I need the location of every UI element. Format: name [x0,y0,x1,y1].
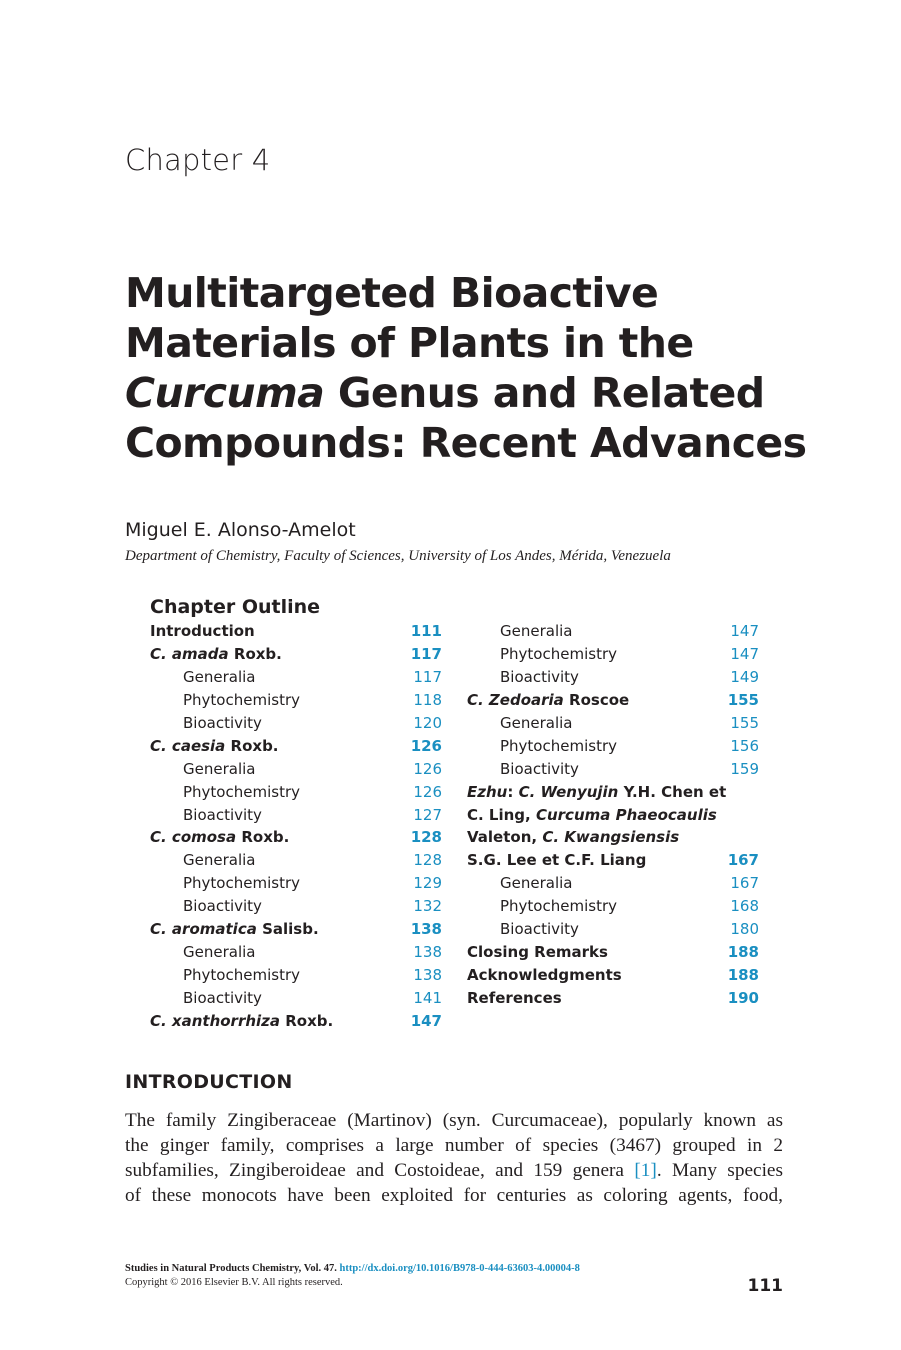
outline-page-link[interactable]: 159 [730,759,759,778]
outline-entry-label [183,941,255,964]
outline-page-link[interactable]: 126 [413,759,442,778]
outline-entry[interactable] [150,804,442,827]
outline-entry-label [467,804,717,827]
outline-page-link[interactable]: 188 [727,966,759,985]
outline-entry[interactable] [467,872,759,895]
outline-entry-italic: C. Kwangsiensis [542,828,680,847]
outline-entry[interactable] [467,735,759,758]
outline-entry-label [500,643,617,666]
outline-entry [467,826,759,849]
outline-entry-label [150,735,279,758]
outline-entry-text: Bioactivity [183,805,262,824]
outline-page-link[interactable]: 149 [730,667,759,686]
outline-entry-text: C. Ling, [467,805,536,824]
chapter-title [125,268,825,468]
outline-entry-text: Phytochemistry [183,966,300,985]
outline-entry-text: Generalia [500,874,573,893]
outline-entry-text: Roxb. [228,644,282,663]
page-number: 111 [747,1276,783,1296]
outline-entry[interactable] [150,712,442,735]
outline-entry[interactable] [467,758,759,781]
citation-link-1[interactable]: [1] [634,1160,657,1181]
outline-heading: Chapter Outline [150,596,321,618]
outline-entry[interactable] [467,895,759,918]
outline-entry-label [183,781,300,804]
author-affiliation: Department of Chemistry, Faculty of Sciences, University of Los Andes, Mérida, Venezuela [125,548,671,564]
outline-entry[interactable] [150,758,442,781]
outline-entry-label [150,620,255,643]
outline-entry-label [183,895,262,918]
outline-entry-text: : [507,782,519,801]
outline-page-link[interactable]: 126 [410,736,442,755]
outline-entry-label [467,689,629,712]
title-line-1: Multitargeted Bioactive [125,269,659,317]
footer-copyright: Copyright © 2016 Elsevier B.V. All rights reserved. [125,1277,343,1288]
outline-entry-label [467,849,646,872]
outline-page-link[interactable]: 138 [413,943,442,962]
outline-page-link[interactable]: 118 [413,690,442,709]
intro-line-2: the ginger family, comprises a large number of species (3467) grouped in 2 [125,1135,783,1156]
outline-entry-label [500,758,579,781]
outline-entry-label [467,987,562,1010]
outline-entry[interactable] [150,941,442,964]
outline-entry-text: Closing Remarks [467,943,608,962]
author-name: Miguel E. Alonso-Amelot [125,519,356,541]
outline-entry[interactable] [150,735,442,758]
outline-entry-label [500,918,579,941]
outline-entry-italic: C. aromatica [150,920,257,939]
outline-entry-text: Introduction [150,622,255,640]
outline-entry-text: Phytochemistry [183,690,300,709]
outline-page-link[interactable]: 147 [730,622,759,640]
outline-entry[interactable] [150,826,442,849]
outline-page-link[interactable]: 141 [413,989,442,1007]
outline-page-link[interactable]: 128 [413,851,442,870]
outline-entry-text: Generalia [183,759,256,778]
page-footer [125,1263,783,1296]
outline-page-link[interactable]: 120 [413,713,442,732]
outline-entry[interactable] [467,849,759,872]
outline-entry[interactable] [150,781,442,804]
outline-page-link[interactable]: 117 [413,667,442,686]
outline-entry-label [467,964,622,987]
outline-page-link[interactable]: 129 [413,874,442,893]
outline-entry-label [183,666,255,689]
outline-entry-text: Roxb. [225,736,279,755]
outline-page-link[interactable]: 132 [413,897,442,916]
outline-entry[interactable] [467,666,759,689]
outline-entry-label [500,895,617,918]
outline-entry[interactable] [150,849,442,872]
outline-entry-text: Bioactivity [500,759,579,778]
title-line-3 [125,368,825,418]
outline-entry-text: Salisb. [256,920,319,939]
intro-line-3-text: subfamilies, Zingiberoideae and Costoideae, and 159 genera [125,1160,635,1181]
outline-entry[interactable] [467,987,759,1010]
outline-entry-text: Phytochemistry [183,874,300,893]
introduction-heading: INTRODUCTION [125,1071,293,1093]
outline-entry-text: Generalia [183,851,256,870]
outline-page-link[interactable]: 147 [410,1011,442,1030]
outline-entry[interactable] [150,689,442,712]
outline-entry-text: Phytochemistry [500,736,617,755]
outline-page-link[interactable]: 168 [730,897,759,916]
outline-page-link[interactable]: 126 [413,782,442,801]
outline-page-link[interactable]: 127 [413,805,442,824]
outline-entry-text: Phytochemistry [500,644,617,663]
outline-entry-label [467,781,726,804]
outline-entry-text: Phytochemistry [183,782,300,801]
title-line-2: Materials of Plants in the [125,319,694,367]
outline-column-right [467,620,759,1010]
outline-page-link[interactable]: 167 [730,874,759,893]
outline-entry-text: Bioactivity [183,713,262,732]
outline-entry-label [467,826,679,849]
outline-page-link[interactable]: 111 [410,622,442,640]
outline-entry [467,804,759,827]
outline-entry[interactable] [150,987,442,1010]
outline-entry-text: Generalia [183,943,256,962]
outline-entry[interactable] [150,872,442,895]
intro-line-4: of these monocots have been exploited for centuries as coloring agents, food, [125,1185,783,1206]
outline-entry-text: Bioactivity [183,989,262,1007]
outline-entry-italic: C. Zedoaria [467,690,564,709]
outline-entry-label [500,712,572,735]
outline-entry-italic: C. Wenyujin [518,782,619,801]
outline-entry[interactable] [150,1010,442,1033]
outline-entry-label [150,826,289,849]
outline-entry-text: Bioactivity [183,897,262,916]
outline-entry-label [150,918,319,941]
outline-entry-text: References [467,989,562,1007]
outline-entry-italic: Curcuma Phaeocaulis [535,805,717,824]
outline-entry-label [500,620,572,643]
outline-entry[interactable] [467,689,759,712]
title-genus-italic: Curcuma [125,369,325,417]
outline-entry[interactable] [150,666,442,689]
outline-entry[interactable] [467,918,759,941]
outline-entry-label [500,666,579,689]
outline-entry-text: Y.H. Chen et [618,782,727,801]
outline-page-link[interactable]: 190 [727,989,759,1007]
outline-entry[interactable] [150,620,442,643]
outline-entry-text: Generalia [183,667,256,686]
outline-entry-text: Phytochemistry [500,897,617,916]
outline-entry[interactable] [467,941,759,964]
footer-citation [125,1263,783,1274]
outline-entry[interactable] [150,964,442,987]
intro-line-3-end: . Many species [656,1160,783,1181]
outline-entry-text: Acknowledgments [467,966,622,985]
outline-entry-label [183,804,262,827]
outline-entry-italic: C. comosa [150,828,237,847]
outline-entry-label [183,872,300,895]
outline-entry-italic: C. amada [150,644,229,663]
outline-entry-text: Roxb. [280,1011,334,1030]
outline-entry-label [183,712,262,735]
outline-entry-label [500,735,617,758]
outline-entry-label [183,987,262,1010]
outline-page-link[interactable]: 138 [413,966,442,985]
title-line-3-rest: Genus and Related [324,369,765,417]
outline-entry-label [150,643,282,666]
outline-page-link[interactable]: 138 [410,920,442,939]
outline-entry-italic: C. xanthorrhiza [150,1011,281,1030]
outline-entry-text: Generalia [500,713,573,732]
outline-entry-text: Roxb. [236,828,290,847]
outline-entry-label [183,849,255,872]
outline-entry[interactable] [150,918,442,941]
outline-entry[interactable] [467,620,759,643]
outline-entry-text: Bioactivity [500,920,579,939]
outline-page-link[interactable]: 167 [727,851,759,870]
outline-page-link[interactable]: 188 [727,943,759,962]
outline-entry-italic: C. caesia [150,736,226,755]
introduction-paragraph [125,1108,783,1208]
outline-page-link[interactable]: 180 [730,920,759,939]
outline-entry[interactable] [467,964,759,987]
doi-link[interactable]: http://dx.doi.org/10.1016/B978-0-444-63603-4.00004-8 [339,1263,580,1274]
outline-page-link[interactable]: 155 [727,690,759,709]
outline-entry[interactable] [467,643,759,666]
outline-entry[interactable] [150,643,442,666]
outline-entry[interactable] [150,895,442,918]
outline-entry [467,781,759,804]
outline-page-link[interactable]: 155 [730,713,759,732]
chapter-label: Chapter 4 [125,143,271,177]
footer-series: Studies in Natural Products Chemistry, Vol. 47. [125,1263,340,1274]
outline-entry-label [183,758,255,781]
outline-entry[interactable] [467,712,759,735]
outline-column-left [150,620,442,1033]
outline-entry-label [467,941,608,964]
outline-entry-label [150,1010,333,1033]
chapter-outline [150,594,762,1030]
outline-page-link[interactable]: 128 [410,828,442,847]
outline-page-link[interactable]: 156 [730,736,759,755]
outline-entry-label [183,689,300,712]
outline-entry-italic: Ezhu [467,782,508,801]
outline-entry-text: Bioactivity [500,667,579,686]
title-line-4: Compounds: Recent Advances [125,419,807,467]
outline-page-link[interactable]: 117 [410,644,442,663]
outline-entry-text: Roscoe [563,690,630,709]
intro-line-1: The family Zingiberaceae (Martinov) (syn. Curcumaceae), popularly known as [125,1110,783,1131]
outline-page-link[interactable]: 147 [730,644,759,663]
outline-entry-text: Valeton, [467,828,543,847]
outline-entry-label [183,964,300,987]
intro-line-3 [125,1158,783,1183]
outline-entry-text: Generalia [500,622,573,640]
outline-entry-text: S.G. Lee et C.F. Liang [467,851,647,870]
outline-entry-label [500,872,572,895]
